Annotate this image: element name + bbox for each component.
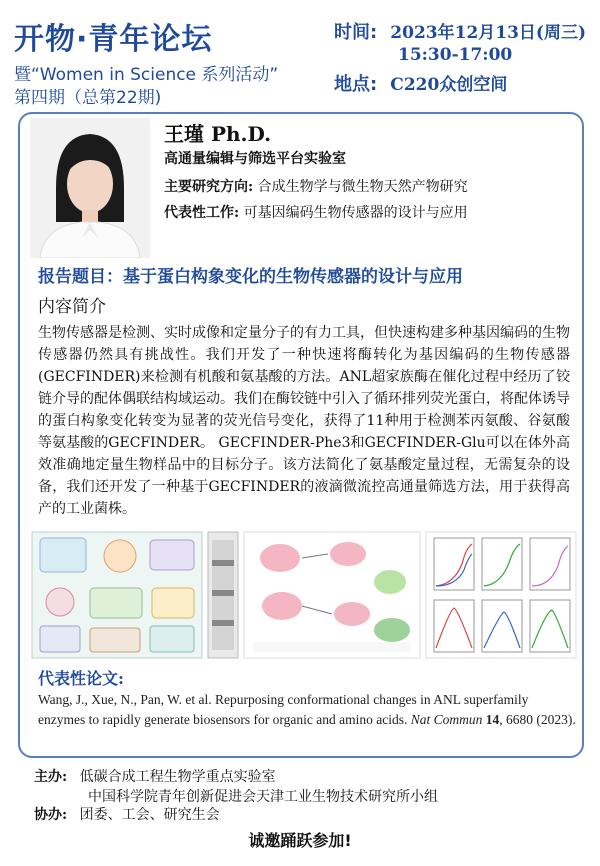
subtitle-series: 暨“Women in Science 系列活动” bbox=[14, 65, 279, 85]
publication-journal: Nat Commun bbox=[410, 712, 483, 727]
research-direction bbox=[164, 176, 468, 196]
research-label: 主要研究方向: bbox=[164, 179, 254, 195]
subtitle-issue: 第四期（总第22期) bbox=[14, 88, 162, 108]
host-label: 主办: bbox=[34, 769, 68, 785]
speaker-lab: 高通量编辑与筛选平台实验室 bbox=[164, 151, 346, 167]
co-label: 协办: bbox=[34, 807, 68, 823]
time-label: 时间: bbox=[334, 22, 378, 43]
time-block bbox=[334, 18, 586, 44]
publication-entry bbox=[38, 690, 578, 730]
forum-title: 开物·青年论坛 bbox=[14, 22, 213, 57]
speaker-name: 王瑾 Ph.D. bbox=[164, 122, 272, 146]
workflow-figure bbox=[32, 532, 202, 658]
intro-heading: 内容简介 bbox=[38, 297, 106, 317]
work-value: 可基因编码生物传感器的设计与应用 bbox=[243, 205, 468, 221]
time-value-hours: 15:30-17:00 bbox=[398, 45, 513, 65]
host-row bbox=[34, 766, 276, 786]
speaker-photo bbox=[30, 118, 150, 258]
publication-volume: 14 bbox=[485, 712, 500, 727]
gel-figure bbox=[208, 532, 238, 658]
representative-work bbox=[164, 202, 468, 222]
co-value: 团委、工会、研究生会 bbox=[79, 807, 220, 823]
host-1: 低碳合成工程生物学重点实验室 bbox=[79, 769, 276, 785]
time-value-date: 2023年12月13日(周三) bbox=[390, 23, 587, 43]
report-title: 报告题目：基于蛋白构象变化的生物传感器的设计与应用 bbox=[38, 267, 463, 287]
research-value: 合成生物学与微生物天然产物研究 bbox=[257, 179, 468, 195]
intro-text: 生物传感器是检测、实时成像和定量分子的有力工具，但快速构建多种基因编码的生物传感器仍然具有挑战性。我们开发了一种快速将酶转化为基因编码的生物传感器(GECFINDER)来检测有机酸和氨基酸的方法。ANL超家族酶在催化过程中经历了铰链介导的配体偶联结构域运动。我们在酶铰链中引入了循环排列荧光蛋白，将配体诱导的蛋白构象变化转变为显著的荧光信号变化，获得了11种用于检测苯丙氨酸、谷氨酸等氨基酸的GECFINDER。 GECFINDER-Phe3和GECFINDER-Glu可以在体外高效准确地定量生物样品中的目标分子。该方法简化了氨基酸定量过程，无需复杂的设备，我们还开发了一种基于GECFINDER的液滴微流控高通量筛选方法，用于获得高产的工业菌株。 bbox=[38, 325, 570, 517]
figure-strip bbox=[30, 530, 578, 660]
host-2: 中国科学院青年创新促进会天津工业生物技术研究所小组 bbox=[88, 789, 438, 805]
publication-citation: Wang, J., Xue, N., Pan, W. et al. Repurposing conformational changes in ANL superfamily enzymes to rapidly generate biosensors for organic and amino acids. bbox=[38, 692, 529, 727]
publications-heading: 代表性论文: bbox=[38, 669, 124, 688]
publication-pages: , 6680 (2023). bbox=[499, 712, 576, 727]
co-host-row bbox=[34, 804, 220, 824]
place-label: 地点: bbox=[334, 74, 378, 95]
protein-schematic-figure bbox=[244, 532, 420, 658]
work-label: 代表性工作: bbox=[164, 205, 240, 221]
closing-invitation: 诚邀踊跃参加! bbox=[248, 831, 352, 850]
place-value: C220众创空间 bbox=[390, 75, 508, 95]
place-block bbox=[334, 70, 507, 96]
curve-plots-figure bbox=[426, 532, 576, 658]
